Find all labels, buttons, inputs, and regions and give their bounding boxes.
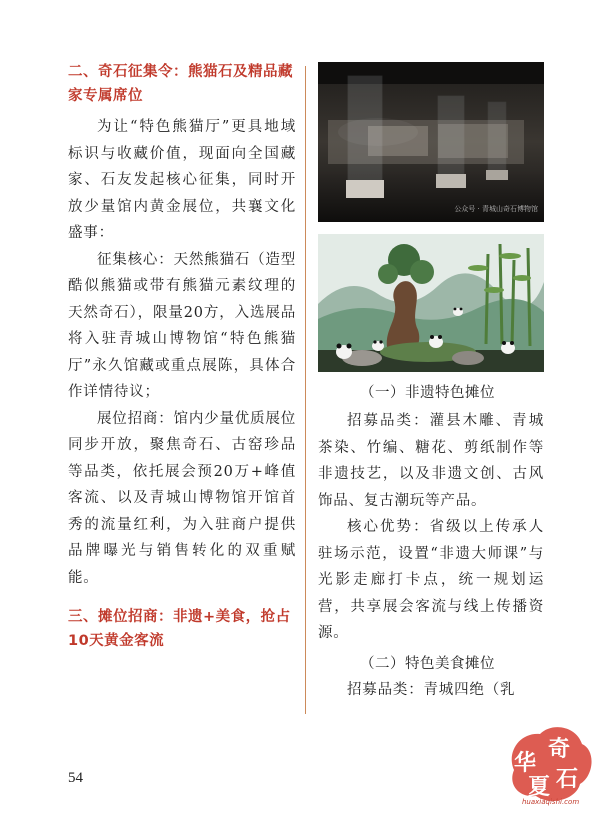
museum-showcase-photo (318, 62, 544, 222)
huaxia-qishi-logo (500, 718, 596, 810)
svg-text:奇: 奇 (548, 736, 571, 762)
paragraph-intro: 为让“特色熊猫厅”更具地域标识与收藏价值，现面向全国藏家、石友发起核心征集，同时开放少量馆内黄金展位，共襄文化盛事： (68, 119, 296, 241)
subheading-heritage-stall: （一）非遗特色摊位 (360, 385, 495, 401)
paragraph-heritage-advantages: 核心优势：省级以上传承人驻场示范，设置“非遗大师课”与光影走廊打卡点，统一规划运营，共享展会客流与线上传播资源。 (318, 519, 544, 641)
panda-exhibit-photo (318, 234, 544, 372)
paragraph-collection-core: 征集核心：天然熊猫石（造型酷似熊猫或带有熊猫元素纹理的天然奇石），限量20方，入选展品将入驻青城山博物馆“特色熊猫厅”永久馆藏或重点展陈，具体合作详情待议； (68, 251, 296, 400)
paragraph-food-categories: 招募品类：青城四绝（乳 (347, 681, 516, 698)
paragraph-booth-invitation: 展位招商：馆内少量优质展位同步开放，聚焦奇石、古窑珍品等品类，依托展会预20万+峰值客流、以及青城山博物馆开馆首秀的流量红利，为入驻商户提供品牌曝光与销售转化的双重赋能。 (68, 410, 296, 586)
page-number: 54 (68, 770, 83, 786)
right-column (318, 60, 544, 703)
left-column (68, 60, 296, 653)
subheading-food-stall: （二）特色美食摊位 (360, 655, 495, 672)
section-heading-stall: 三、摊位招商：非遗+美食，抢占10天黄金客流 (68, 609, 291, 649)
svg-text:石: 石 (556, 766, 579, 792)
svg-text:夏: 夏 (528, 774, 551, 800)
section-heading-collection: 二、奇石征集令：熊猫石及精品藏家专属席位 (68, 64, 293, 104)
logo-url: huaxiaqishi.com (522, 798, 580, 806)
photo-watermark: 公众号 · 青城山奇石博物馆 (454, 205, 538, 213)
paragraph-heritage-categories: 招募品类：灌县木雕、青城茶染、竹编、糖花、剪纸制作等非遗技艺，以及非遗文创、古风饰品、复古潮玩等产品。 (318, 413, 544, 509)
panda-scene-illustration (318, 234, 544, 372)
column-divider (305, 66, 306, 714)
svg-text:华: 华 (514, 750, 537, 776)
showcase-illustration (318, 62, 544, 222)
